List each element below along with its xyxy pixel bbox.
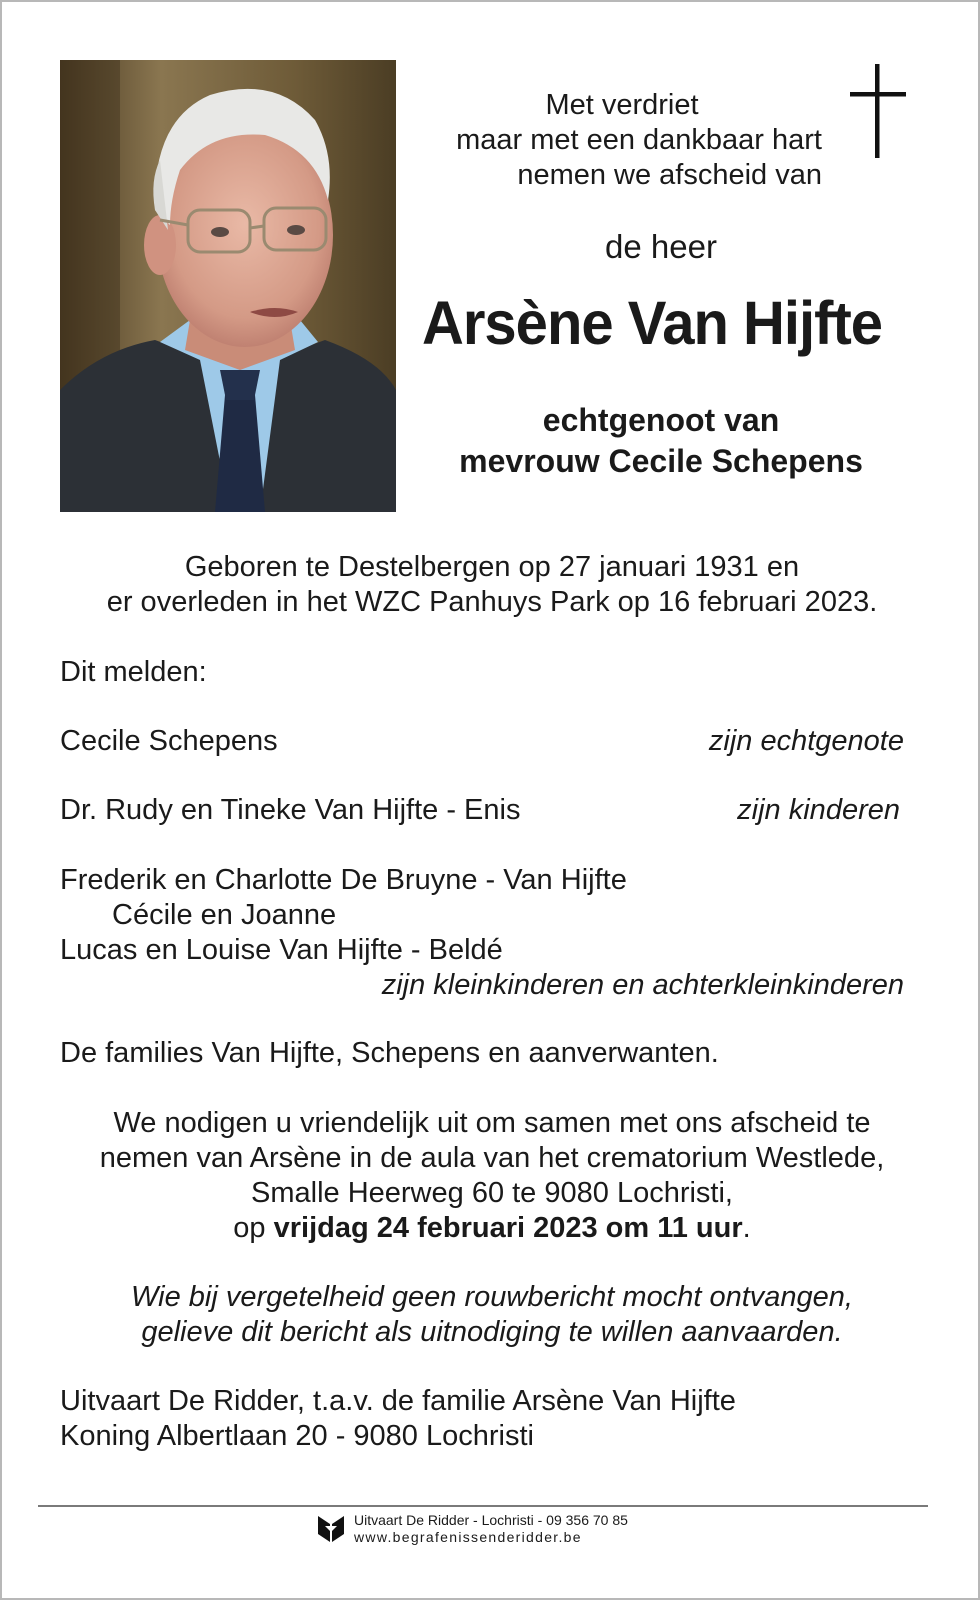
address-line: Koning Albertlaan 20 - 9080 Lochristi	[60, 1420, 534, 1452]
invite-prefix: op	[233, 1212, 274, 1244]
intro-line: Met verdriet	[545, 89, 699, 121]
portrait-photo	[60, 60, 396, 512]
invitation-text	[42, 1106, 942, 1246]
family-role: zijn kinderen	[737, 794, 900, 826]
note-text	[42, 1280, 942, 1350]
footer-website[interactable]: www.begrafenissenderidder.be	[354, 1529, 582, 1545]
spouse-line: echtgenoot van	[542, 402, 780, 438]
born-line: Geboren te Destelbergen op 27 januari 1931 en	[184, 551, 800, 583]
invite-line: Smalle Heerweg 60 te 9080 Lochristi,	[251, 1177, 733, 1209]
family-name: Cécile en Joanne	[112, 899, 337, 931]
footer-text	[354, 1512, 674, 1546]
families-line: De families Van Hijfte, Schepens en aanverwanten.	[60, 1037, 719, 1069]
family-name: Frederik en Charlotte De Bruyne - Van Hijfte	[60, 864, 627, 896]
announce-label: Dit melden:	[60, 656, 207, 688]
ceremony-date: vrijdag 24 februari 2023 om 11 uur	[273, 1212, 743, 1244]
footer-divider	[38, 1505, 928, 1507]
invite-suffix: .	[742, 1212, 751, 1244]
deceased-name: Arsène Van Hijfte	[421, 289, 883, 358]
address-block	[60, 1384, 904, 1454]
born-line: er overleden in het WZC Panhuys Park op 16 februari 2023.	[106, 586, 878, 618]
family-name: Dr. Rudy en Tineke Van Hijfte - Enis	[60, 794, 521, 826]
spouse-line: mevrouw Cecile Schepens	[459, 443, 863, 479]
family-name: Lucas en Louise Van Hijfte - Beldé	[60, 934, 503, 966]
footer-contact: Uitvaart De Ridder - Lochristi - 09 356 70 85	[354, 1512, 628, 1528]
note-line: gelieve dit bericht als uitnodiging te willen aanvaarden.	[141, 1316, 843, 1348]
family-role: zijn echtgenote	[708, 725, 904, 757]
funeral-home-logo	[316, 1514, 346, 1544]
family-row-children	[60, 793, 904, 828]
note-line: Wie bij vergetelheid geen rouwbericht mocht ontvangen,	[131, 1281, 853, 1313]
invite-line: We nodigen u vriendelijk uit om samen met ons afscheid te	[113, 1107, 871, 1139]
family-row-grandchildren	[60, 863, 904, 1003]
address-line: Uitvaart De Ridder, t.a.v. de familie Arsène Van Hijfte	[60, 1385, 736, 1417]
family-name: Cecile Schepens	[60, 725, 278, 757]
family-role: zijn kleinkinderen en achterkleinkinderen	[381, 969, 904, 1001]
intro-text	[422, 88, 822, 193]
birth-death-text	[42, 550, 942, 620]
spouse-of	[422, 400, 900, 482]
honorific: de heer	[605, 228, 717, 265]
cross-icon	[850, 64, 906, 158]
family-row-spouse	[60, 724, 904, 759]
intro-line: nemen we afscheid van	[517, 159, 822, 191]
intro-line: maar met een dankbaar hart	[456, 124, 822, 156]
invite-line-date	[42, 1211, 942, 1246]
invite-line: nemen van Arsène in de aula van het crematorium Westlede,	[99, 1142, 885, 1174]
